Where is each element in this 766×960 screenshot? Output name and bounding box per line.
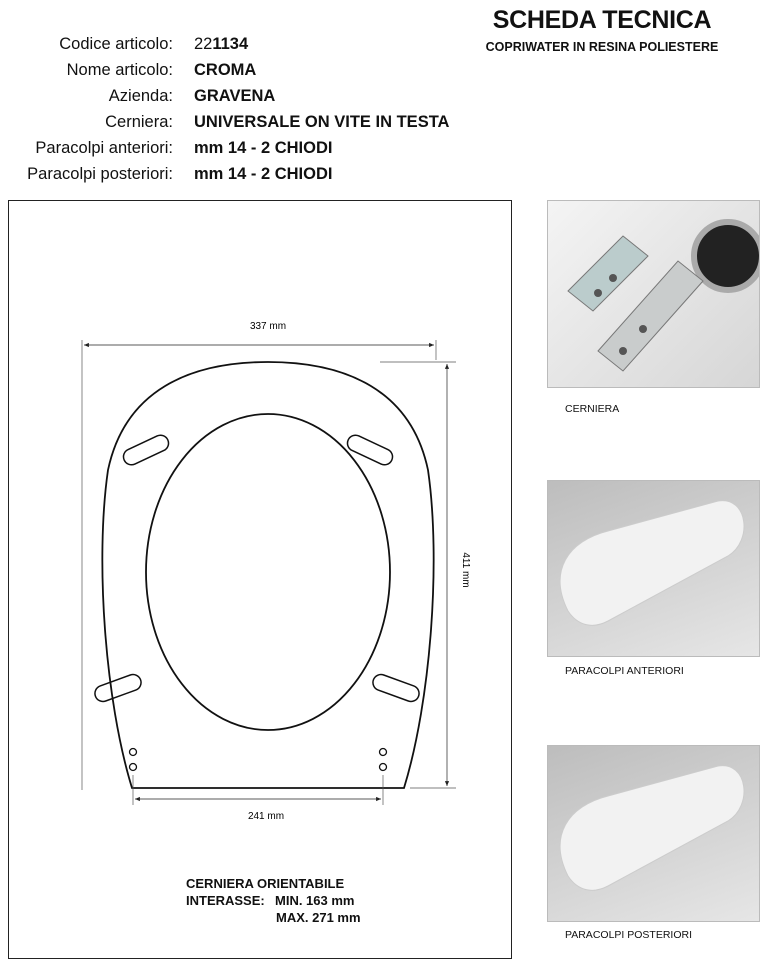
- hinge-caption: CERNIERA: [565, 403, 620, 415]
- bumper-slot: [121, 433, 171, 468]
- interasse-max: MAX. 271 mm: [276, 910, 361, 925]
- spec-label-hinge: Cerniera:: [105, 113, 173, 131]
- spec-label-name: Nome articolo:: [66, 61, 173, 79]
- rear-bumper-photo: [547, 745, 760, 922]
- spec-value-hinge: UNIVERSALE ON VITE IN TESTA: [194, 113, 450, 131]
- code-suffix: 1134: [212, 35, 249, 53]
- front-bumper-photo: [547, 480, 760, 657]
- front-bumper-caption: PARACOLPI ANTERIORI: [565, 665, 684, 677]
- page-subtitle: COPRIWATER IN RESINA POLIESTERE: [485, 40, 719, 54]
- code-prefix: 22: [194, 35, 213, 53]
- width-label: 337 mm: [249, 321, 287, 332]
- spec-label-front-bumpers: Paracolpi anteriori:: [35, 139, 173, 157]
- seat-opening: [146, 414, 390, 730]
- spec-label-company: Azienda:: [108, 87, 173, 105]
- bumper-slot: [345, 433, 395, 468]
- spec-value-name: CROMA: [194, 61, 257, 79]
- bumper-slot: [93, 672, 144, 703]
- spec-value-front-bumpers: mm 14 - 2 CHIODI: [194, 139, 333, 157]
- interasse-label: INTERASSE:: [186, 893, 265, 908]
- interasse-min: MIN. 163 mm: [275, 893, 355, 908]
- bumper-slot: [371, 672, 422, 703]
- hinge-distance-label: 241 mm: [247, 811, 285, 822]
- hinge-photo: [547, 200, 760, 388]
- height-label: 411 mm: [460, 552, 471, 588]
- spec-label-rear-bumpers: Paracolpi posteriori:: [27, 165, 173, 183]
- spec-value-rear-bumpers: mm 14 - 2 CHIODI: [194, 165, 333, 183]
- seat-outline: [102, 362, 433, 788]
- spec-label-code: Codice articolo:: [59, 35, 173, 53]
- rear-bumper-caption: PARACOLPI POSTERIORI: [565, 929, 692, 941]
- page-title: SCHEDA TECNICA: [492, 6, 712, 34]
- hinge-note: CERNIERA ORIENTABILE: [186, 876, 345, 891]
- spec-value-company: GRAVENA: [194, 87, 276, 105]
- hinge-holes: [130, 749, 387, 771]
